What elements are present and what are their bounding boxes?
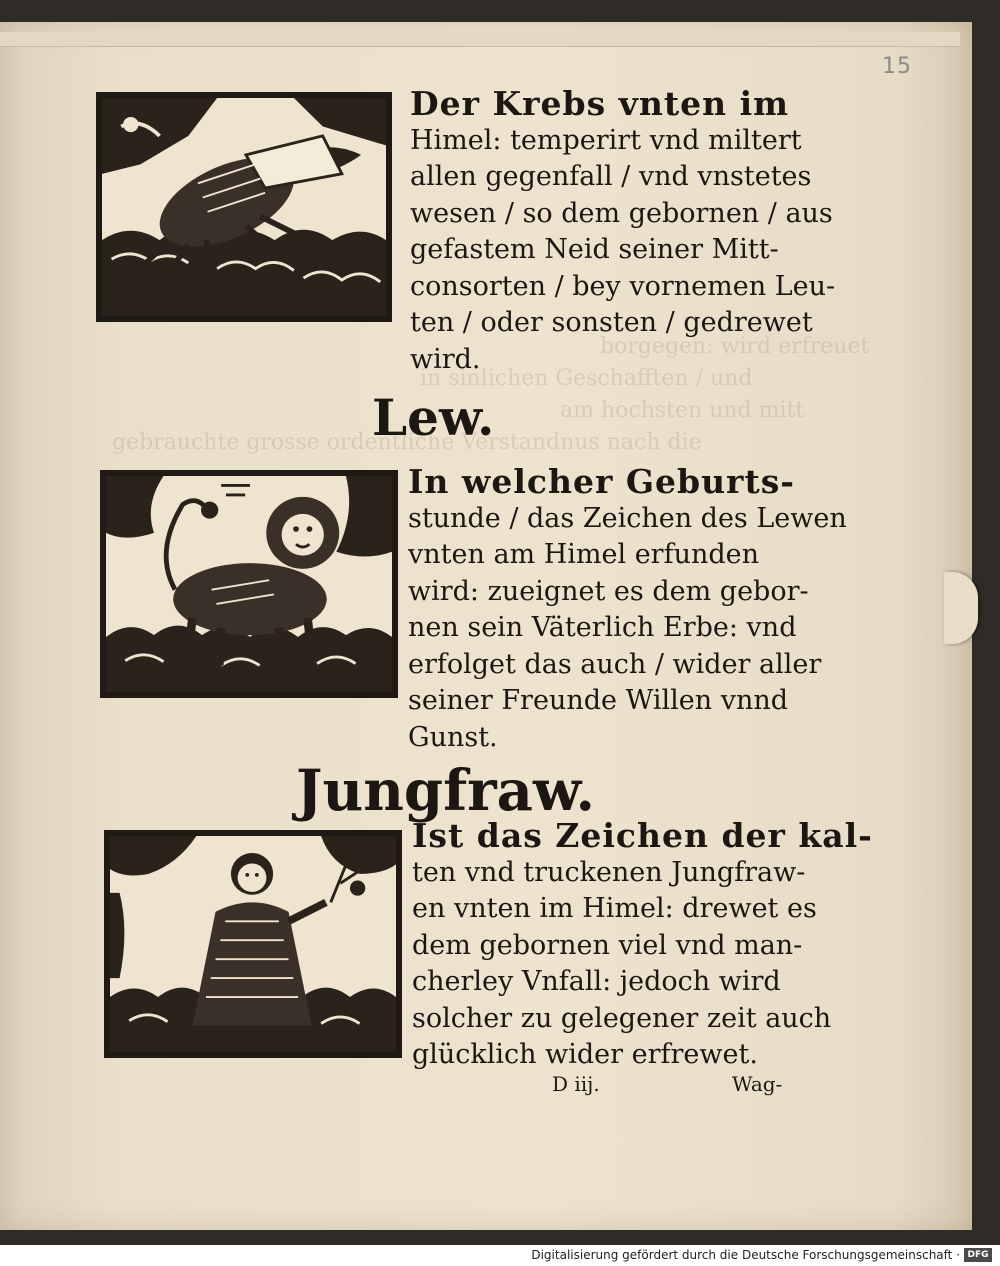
lew-line-8: Gunst. <box>408 721 498 753</box>
krebs-line-3: allen gegenfall / vnd vnstetes <box>410 161 812 192</box>
crab-woodcut <box>96 92 392 322</box>
lew-line-3: vnten am Himel erfunden <box>408 539 760 570</box>
lew-text <box>408 462 847 756</box>
jungfraw-line-4: dem gebornen viel vnd man- <box>412 929 803 961</box>
page-top-edge <box>0 32 960 47</box>
krebs-line-1: Der Krebs vnten im <box>410 84 790 123</box>
jungfraw-line-2: ten vnd truckenen Jungfraw- <box>412 856 806 888</box>
lew-line-5: nen sein Väterlich Erbe: vnd <box>408 612 797 643</box>
krebs-line-6: consorten / bey vornemen Leu- <box>410 270 836 302</box>
catchword: Wag- <box>732 1072 783 1096</box>
krebs-line-7: ten / oder sonsten / gedrewet <box>410 307 813 338</box>
lew-line-2: stunde / das Zeichen des Lewen <box>408 502 847 534</box>
show-through-text: am hochsten und mitt <box>560 398 805 423</box>
show-through-text: in sinlichen Geschafften / und <box>420 366 753 391</box>
lion-woodcut <box>100 470 398 698</box>
lew-line-6: erfolget das auch / wider aller <box>408 648 822 680</box>
dfg-logo: DFG <box>964 1248 992 1262</box>
krebs-line-4: wesen / so dem gebornen / aus <box>410 197 833 229</box>
lew-line-7: seiner Freunde Willen vnnd <box>408 685 789 716</box>
krebs-line-8: wird. <box>410 343 481 375</box>
krebs-line-2: Himel: temperirt vnd miltert <box>410 124 802 156</box>
lew-line-1: In welcher Geburts- <box>408 462 795 501</box>
footer-credit: Digitalisierung gefördert durch die Deutsche Forschungsgemeinschaft · <box>531 1248 960 1262</box>
folio-number: 15 <box>882 54 912 79</box>
page-tab <box>944 572 978 644</box>
signature-mark: D iij. <box>552 1072 600 1096</box>
jungfraw-line-6: solcher zu gelegener zeit auch <box>412 1002 832 1034</box>
jungfraw-heading: Jungfraw. <box>296 758 596 824</box>
jungfraw-text <box>412 816 873 1074</box>
jungfraw-line-3: en vnten im Himel: drewet es <box>412 893 817 924</box>
show-through-text: gebrauchte grosse ordentliche Verstandnus nach die <box>112 430 702 455</box>
krebs-text <box>410 84 836 378</box>
show-through-text: borgegen: wird erfreuet <box>600 334 870 359</box>
jungfraw-line-7: glücklich wider erfrewet. <box>412 1039 758 1070</box>
lew-line-4: wird: zueignet es dem gebor- <box>408 575 809 607</box>
jungfraw-line-5: cherley Vnfall: jedoch wird <box>412 966 781 997</box>
krebs-line-5: gefastem Neid seiner Mitt- <box>410 234 779 265</box>
jungfraw-line-1: Ist das Zeichen der kal- <box>412 816 873 855</box>
footer-bar <box>0 1245 1000 1266</box>
virgin-woodcut <box>104 830 402 1058</box>
lew-heading: Lew. <box>372 388 495 447</box>
